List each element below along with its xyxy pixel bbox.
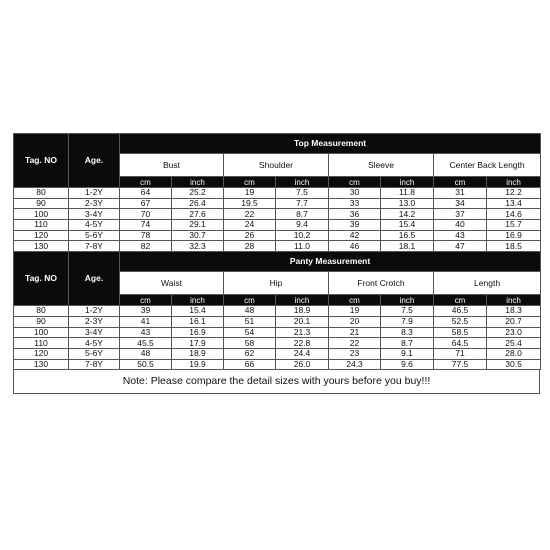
table-cell: 18.1 bbox=[381, 241, 434, 252]
table-cell: 9.4 bbox=[276, 220, 329, 231]
table-row bbox=[14, 348, 541, 359]
table-cell: 130 bbox=[14, 359, 69, 370]
table-cell: 30.5 bbox=[487, 359, 541, 370]
table-cell: 31 bbox=[434, 188, 487, 199]
table-cell: 45.5 bbox=[120, 338, 172, 349]
unit-header: cm bbox=[434, 177, 487, 188]
table-cell: 7.9 bbox=[381, 316, 434, 327]
table-cell: 15.4 bbox=[172, 306, 224, 317]
table-row bbox=[14, 241, 541, 252]
table-cell: 14.2 bbox=[381, 209, 434, 220]
table-row bbox=[14, 230, 541, 241]
measurement-group-header: Sleeve bbox=[329, 154, 434, 177]
table-cell: 5-6Y bbox=[69, 348, 120, 359]
table-cell: 9.1 bbox=[381, 348, 434, 359]
unit-header: inch bbox=[487, 177, 541, 188]
table-cell: 3-4Y bbox=[69, 327, 120, 338]
table-cell: 28 bbox=[224, 241, 276, 252]
table-cell: 34 bbox=[434, 198, 487, 209]
table-cell: 64 bbox=[120, 188, 172, 199]
table-cell: 18.3 bbox=[487, 306, 541, 317]
table-cell: 24 bbox=[224, 220, 276, 231]
unit-header: inch bbox=[487, 295, 541, 306]
table-cell: 7-8Y bbox=[69, 359, 120, 370]
table-cell: 30 bbox=[329, 188, 381, 199]
table-cell: 1-2Y bbox=[69, 188, 120, 199]
table-cell: 8.7 bbox=[381, 338, 434, 349]
table-row bbox=[14, 198, 541, 209]
table-cell: 74 bbox=[120, 220, 172, 231]
table-row bbox=[14, 306, 541, 317]
table-cell: 71 bbox=[434, 348, 487, 359]
table-cell: 9.6 bbox=[381, 359, 434, 370]
table-cell: 80 bbox=[14, 306, 69, 317]
top-title-row bbox=[14, 134, 541, 154]
measurement-group-header: Center Back Length bbox=[434, 154, 541, 177]
table-cell: 26.0 bbox=[276, 359, 329, 370]
table-cell: 11.8 bbox=[381, 188, 434, 199]
table-cell: 52.5 bbox=[434, 316, 487, 327]
table-cell: 24.3 bbox=[329, 359, 381, 370]
table-cell: 16.9 bbox=[487, 230, 541, 241]
table-cell: 120 bbox=[14, 230, 69, 241]
size-note: Note: Please compare the detail sizes with yours before you buy!!! bbox=[13, 370, 540, 394]
table-cell: 36 bbox=[329, 209, 381, 220]
table-cell: 22.8 bbox=[276, 338, 329, 349]
table-cell: 46.5 bbox=[434, 306, 487, 317]
table-cell: 4-5Y bbox=[69, 220, 120, 231]
table-cell: 42 bbox=[329, 230, 381, 241]
table-cell: 33 bbox=[329, 198, 381, 209]
unit-header: inch bbox=[381, 177, 434, 188]
table-cell: 25.2 bbox=[172, 188, 224, 199]
table-cell: 20.1 bbox=[276, 316, 329, 327]
table-cell: 100 bbox=[14, 327, 69, 338]
table-cell: 19 bbox=[329, 306, 381, 317]
table-cell: 16.9 bbox=[172, 327, 224, 338]
table-cell: 22 bbox=[224, 209, 276, 220]
table-cell: 77.5 bbox=[434, 359, 487, 370]
table-cell: 12.2 bbox=[487, 188, 541, 199]
table-cell: 48 bbox=[120, 348, 172, 359]
table-cell: 20 bbox=[329, 316, 381, 327]
unit-header: cm bbox=[224, 177, 276, 188]
table-cell: 39 bbox=[329, 220, 381, 231]
table-cell: 23 bbox=[329, 348, 381, 359]
table-row bbox=[14, 188, 541, 199]
unit-header: cm bbox=[120, 295, 172, 306]
table-cell: 7-8Y bbox=[69, 241, 120, 252]
table-cell: 23.0 bbox=[487, 327, 541, 338]
table-cell: 46 bbox=[329, 241, 381, 252]
table-cell: 18.9 bbox=[172, 348, 224, 359]
table-cell: 16.1 bbox=[172, 316, 224, 327]
unit-header: inch bbox=[381, 295, 434, 306]
table-cell: 110 bbox=[14, 220, 69, 231]
table-cell: 62 bbox=[224, 348, 276, 359]
table-cell: 21.3 bbox=[276, 327, 329, 338]
table-cell: 26 bbox=[224, 230, 276, 241]
unit-header: inch bbox=[276, 295, 329, 306]
unit-header: inch bbox=[276, 177, 329, 188]
bottom-title-row bbox=[14, 252, 541, 272]
table-cell: 120 bbox=[14, 348, 69, 359]
table-cell: 15.7 bbox=[487, 220, 541, 231]
table-cell: 39 bbox=[120, 306, 172, 317]
tag-no-header: Tag. NO bbox=[14, 252, 69, 306]
table-cell: 29.1 bbox=[172, 220, 224, 231]
table-cell: 58 bbox=[224, 338, 276, 349]
table-row bbox=[14, 220, 541, 231]
table-cell: 7.7 bbox=[276, 198, 329, 209]
table-cell: 20.7 bbox=[487, 316, 541, 327]
table-cell: 19.5 bbox=[224, 198, 276, 209]
table-cell: 18.9 bbox=[276, 306, 329, 317]
table-cell: 3-4Y bbox=[69, 209, 120, 220]
unit-header: cm bbox=[224, 295, 276, 306]
table-cell: 110 bbox=[14, 338, 69, 349]
table-cell: 19 bbox=[224, 188, 276, 199]
table-cell: 21 bbox=[329, 327, 381, 338]
table-cell: 2-3Y bbox=[69, 198, 120, 209]
table-cell: 27.6 bbox=[172, 209, 224, 220]
table-cell: 58.5 bbox=[434, 327, 487, 338]
size-table bbox=[13, 133, 541, 370]
table-row bbox=[14, 359, 541, 370]
table-cell: 90 bbox=[14, 316, 69, 327]
table-cell: 16.5 bbox=[381, 230, 434, 241]
table-cell: 66 bbox=[224, 359, 276, 370]
table-cell: 24.4 bbox=[276, 348, 329, 359]
unit-header: cm bbox=[329, 295, 381, 306]
table-cell: 11.0 bbox=[276, 241, 329, 252]
table-cell: 51 bbox=[224, 316, 276, 327]
table-cell: 14.6 bbox=[487, 209, 541, 220]
table-cell: 5-6Y bbox=[69, 230, 120, 241]
unit-header: cm bbox=[120, 177, 172, 188]
table-cell: 17.9 bbox=[172, 338, 224, 349]
size-chart bbox=[13, 133, 540, 394]
table-cell: 43 bbox=[120, 327, 172, 338]
age-header: Age. bbox=[69, 134, 120, 188]
measurement-group-header: Bust bbox=[120, 154, 224, 177]
table-cell: 13.0 bbox=[381, 198, 434, 209]
table-cell: 19.9 bbox=[172, 359, 224, 370]
table-cell: 64.5 bbox=[434, 338, 487, 349]
table-cell: 82 bbox=[120, 241, 172, 252]
table-cell: 8.3 bbox=[381, 327, 434, 338]
table-cell: 50.5 bbox=[120, 359, 172, 370]
table-cell: 25.4 bbox=[487, 338, 541, 349]
unit-header: cm bbox=[434, 295, 487, 306]
measurement-group-header: Waist bbox=[120, 272, 224, 295]
table-row bbox=[14, 338, 541, 349]
table-cell: 70 bbox=[120, 209, 172, 220]
table-cell: 67 bbox=[120, 198, 172, 209]
table-row bbox=[14, 209, 541, 220]
table-cell: 47 bbox=[434, 241, 487, 252]
table-cell: 90 bbox=[14, 198, 69, 209]
table-cell: 26.4 bbox=[172, 198, 224, 209]
table-cell: 28.0 bbox=[487, 348, 541, 359]
table-cell: 54 bbox=[224, 327, 276, 338]
table-cell: 41 bbox=[120, 316, 172, 327]
measurement-group-header: Length bbox=[434, 272, 541, 295]
table-cell: 7.5 bbox=[276, 188, 329, 199]
section-title: Panty Measurement bbox=[120, 252, 541, 272]
table-cell: 2-3Y bbox=[69, 316, 120, 327]
table-row bbox=[14, 327, 541, 338]
age-header: Age. bbox=[69, 252, 120, 306]
unit-header: inch bbox=[172, 295, 224, 306]
table-cell: 30.7 bbox=[172, 230, 224, 241]
measurement-group-header: Front Crotch bbox=[329, 272, 434, 295]
table-cell: 13.4 bbox=[487, 198, 541, 209]
table-cell: 7.5 bbox=[381, 306, 434, 317]
unit-header: inch bbox=[172, 177, 224, 188]
table-cell: 15.4 bbox=[381, 220, 434, 231]
table-cell: 4-5Y bbox=[69, 338, 120, 349]
table-cell: 78 bbox=[120, 230, 172, 241]
table-cell: 32.3 bbox=[172, 241, 224, 252]
table-cell: 22 bbox=[329, 338, 381, 349]
measurement-group-header: Shoulder bbox=[224, 154, 329, 177]
table-cell: 1-2Y bbox=[69, 306, 120, 317]
table-cell: 80 bbox=[14, 188, 69, 199]
table-cell: 18.5 bbox=[487, 241, 541, 252]
table-cell: 10.2 bbox=[276, 230, 329, 241]
table-cell: 43 bbox=[434, 230, 487, 241]
table-cell: 48 bbox=[224, 306, 276, 317]
table-row bbox=[14, 316, 541, 327]
unit-header: cm bbox=[329, 177, 381, 188]
measurement-group-header: Hip bbox=[224, 272, 329, 295]
table-cell: 100 bbox=[14, 209, 69, 220]
table-cell: 8.7 bbox=[276, 209, 329, 220]
table-cell: 37 bbox=[434, 209, 487, 220]
table-cell: 40 bbox=[434, 220, 487, 231]
table-cell: 130 bbox=[14, 241, 69, 252]
tag-no-header: Tag. NO bbox=[14, 134, 69, 188]
section-title: Top Measurement bbox=[120, 134, 541, 154]
